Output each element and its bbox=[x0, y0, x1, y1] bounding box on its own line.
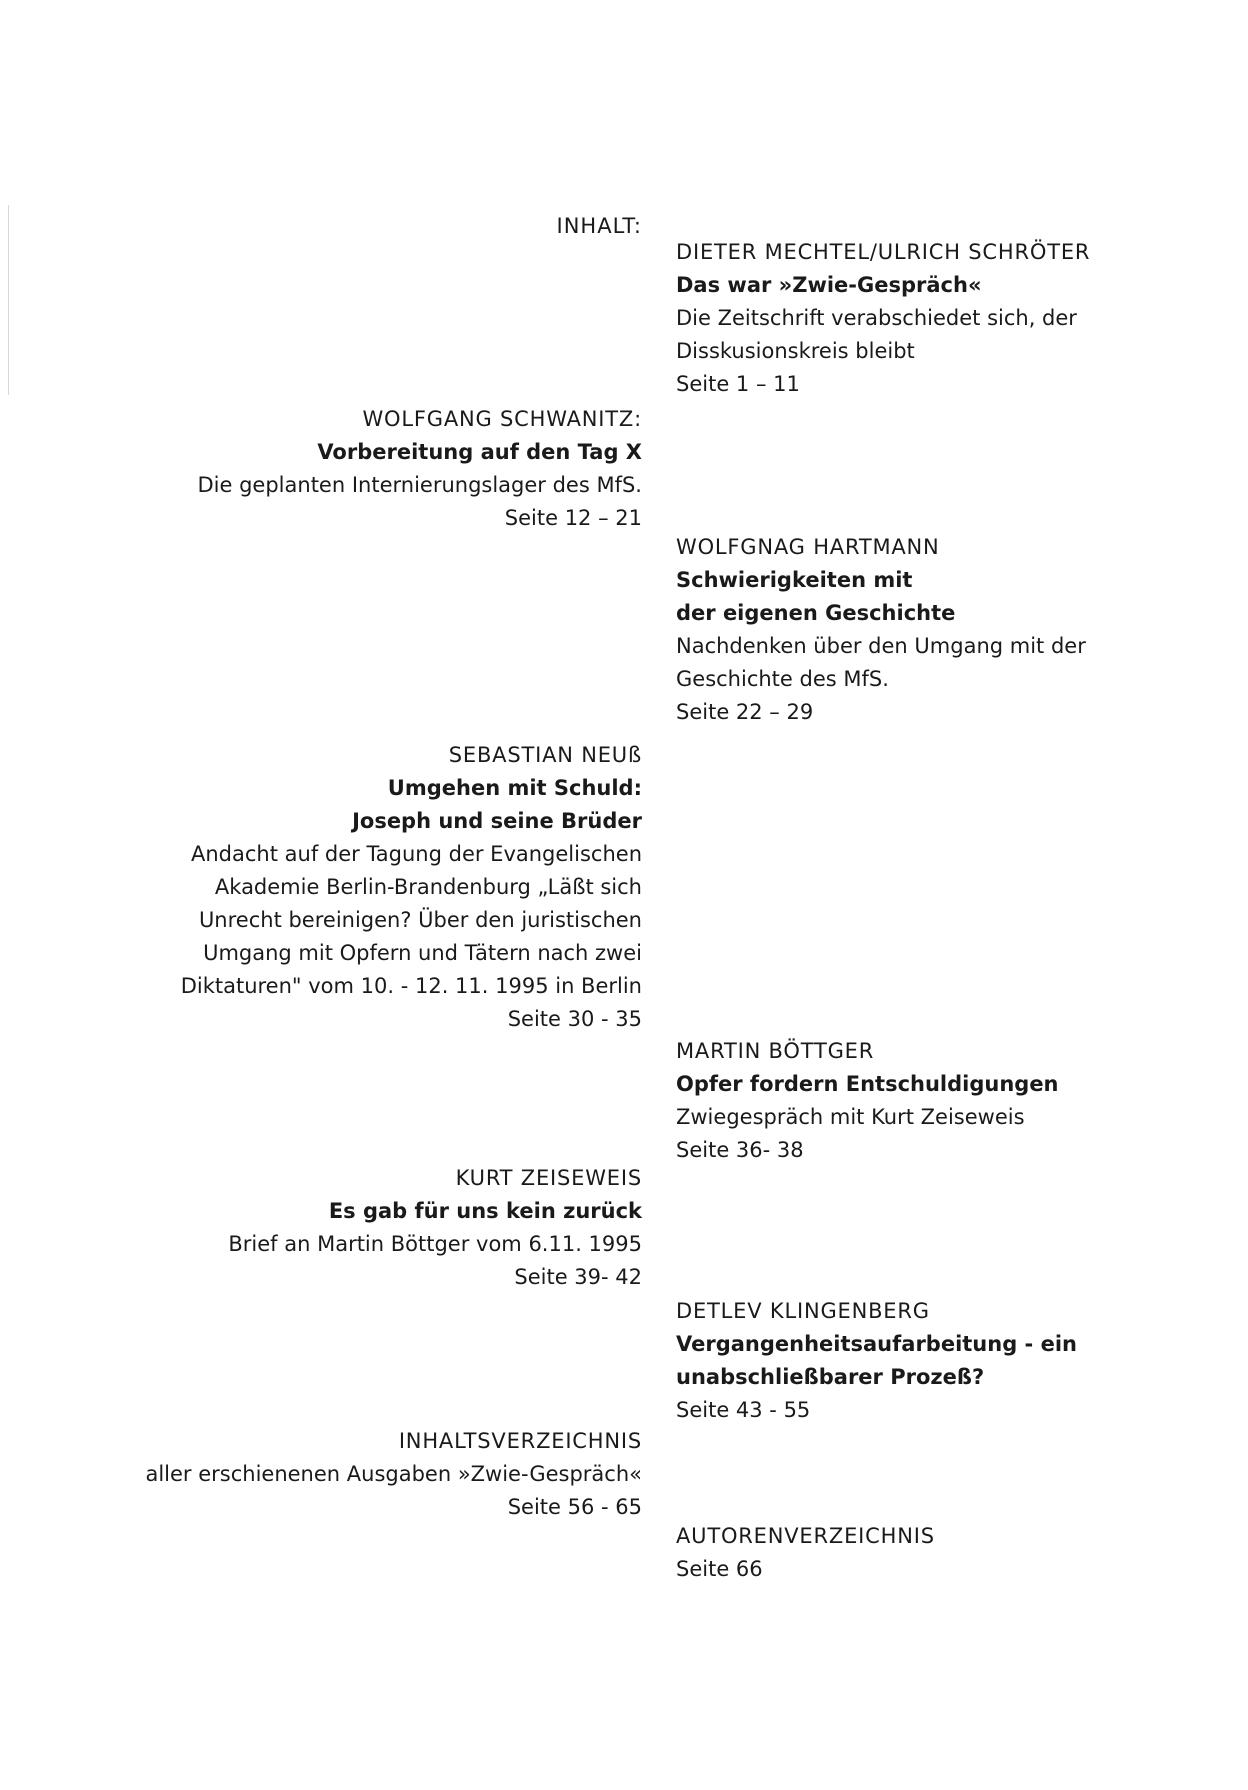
entry-title: Schwierigkeiten mit bbox=[676, 568, 913, 592]
entry-author: AUTORENVERZEICHNIS bbox=[676, 1524, 935, 1548]
entry-title: unabschließbarer Prozeß? bbox=[676, 1365, 985, 1389]
entry-pages: Seite 56 - 65 bbox=[507, 1495, 642, 1519]
toc-entry-right bbox=[676, 1295, 1156, 1427]
entry-description: Nachdenken über den Umgang mit der bbox=[676, 634, 1086, 658]
toc-entry-left bbox=[122, 1162, 642, 1294]
entry-title: Opfer fordern Entschuldigungen bbox=[676, 1072, 1059, 1096]
scan-margin-line bbox=[8, 205, 9, 395]
entry-author: SEBASTIAN NEUß bbox=[448, 743, 642, 767]
entry-pages: Seite 66 bbox=[676, 1557, 763, 1581]
toc-entry-left bbox=[122, 403, 642, 535]
entry-title: Umgehen mit Schuld: bbox=[387, 776, 642, 800]
toc-entry-right bbox=[676, 531, 1156, 729]
entry-title: Vorbereitung auf den Tag X bbox=[317, 440, 642, 464]
entry-pages: Seite 43 - 55 bbox=[676, 1398, 811, 1422]
entry-title: Es gab für uns kein zurück bbox=[328, 1199, 642, 1223]
entry-author: WOLFGNAG HARTMANN bbox=[676, 535, 940, 559]
entry-description: Disskusionskreis bleibt bbox=[676, 339, 915, 363]
page-heading: INHALT: bbox=[556, 214, 642, 238]
entry-description: Umgang mit Opfern und Tätern nach zwei bbox=[203, 941, 642, 965]
entry-pages: Seite 39- 42 bbox=[514, 1265, 642, 1289]
entry-description: Zwiegespräch mit Kurt Zeiseweis bbox=[676, 1105, 1025, 1129]
toc-entry-right bbox=[676, 236, 1156, 401]
entry-pages: Seite 30 - 35 bbox=[507, 1007, 642, 1031]
toc-entry-right bbox=[676, 1035, 1156, 1167]
entry-title: Vergangenheitsaufarbeitung - ein bbox=[676, 1332, 1077, 1356]
entry-pages: Seite 22 – 29 bbox=[676, 700, 814, 724]
entry-pages: Seite 12 – 21 bbox=[504, 506, 642, 530]
entry-author: MARTIN BÖTTGER bbox=[676, 1039, 875, 1063]
entry-description: Akademie Berlin-Brandenburg „Läßt sich bbox=[214, 875, 642, 899]
toc-entry-left bbox=[122, 739, 642, 1036]
entry-author: INHALTSVERZEICHNIS bbox=[398, 1429, 642, 1453]
entry-author: KURT ZEISEWEIS bbox=[455, 1166, 642, 1190]
entry-pages: Seite 36- 38 bbox=[676, 1138, 804, 1162]
entry-description: Geschichte des MfS. bbox=[676, 667, 889, 691]
entry-title: der eigenen Geschichte bbox=[676, 601, 956, 625]
toc-entry-right bbox=[676, 1520, 1156, 1586]
entry-description: Brief an Martin Böttger vom 6.11. 1995 bbox=[228, 1232, 642, 1256]
toc-entry-left bbox=[122, 1425, 642, 1524]
entry-description: aller erschienenen Ausgaben »Zwie-Gespräch« bbox=[145, 1462, 642, 1486]
entry-description: Diktaturen" vom 10. - 12. 11. 1995 in Berlin bbox=[180, 974, 642, 998]
entry-description: Die geplanten Internierungslager des MfS. bbox=[197, 473, 642, 497]
entry-author: DIETER MECHTEL/ULRICH SCHRÖTER bbox=[676, 240, 1091, 264]
entry-pages: Seite 1 – 11 bbox=[676, 372, 800, 396]
entry-title: Das war »Zwie-Gespräch« bbox=[676, 273, 982, 297]
entry-description: Andacht auf der Tagung der Evangelischen bbox=[191, 842, 642, 866]
entry-author: WOLFGANG SCHWANITZ: bbox=[362, 407, 642, 431]
entry-description: Die Zeitschrift verabschiedet sich, der bbox=[676, 306, 1077, 330]
entry-author: DETLEV KLINGENBERG bbox=[676, 1299, 930, 1323]
entry-title: Joseph und seine Brüder bbox=[352, 809, 642, 833]
entry-description: Unrecht bereinigen? Über den juristischen bbox=[198, 908, 642, 932]
